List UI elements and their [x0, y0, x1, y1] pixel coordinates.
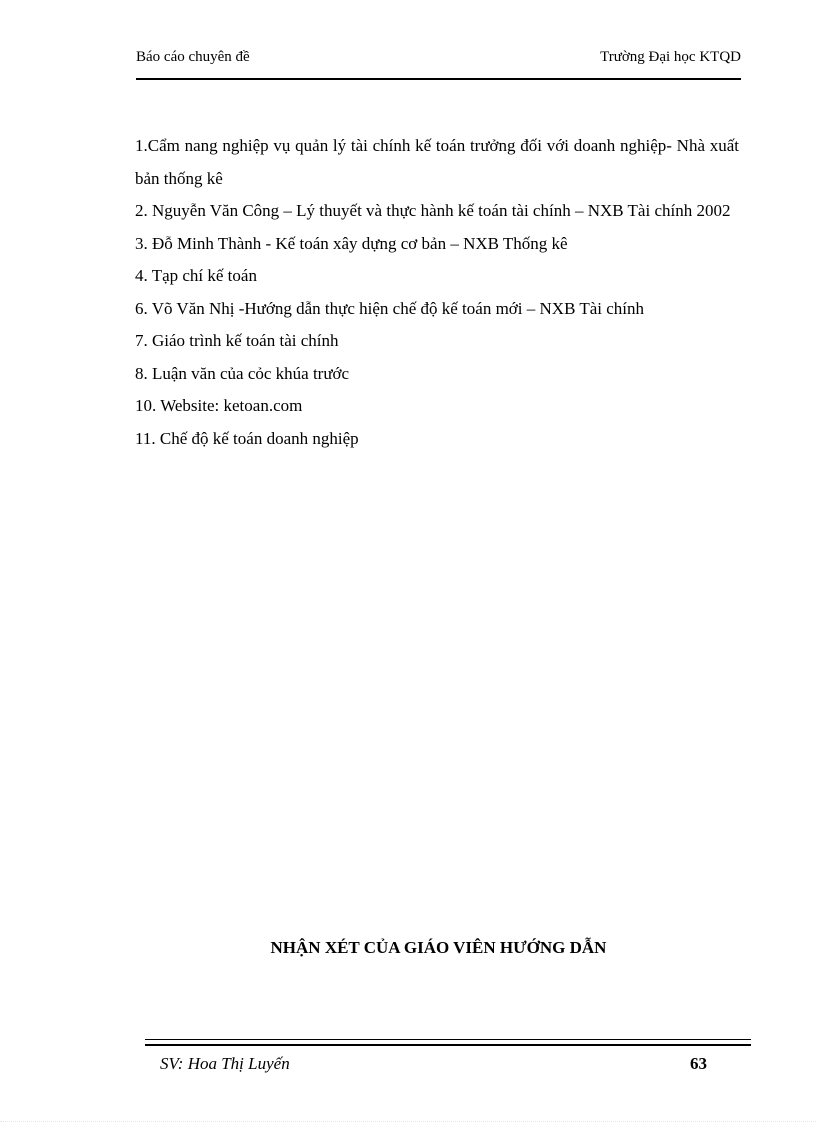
reference-item: 2. Nguyễn Văn Công – Lý thuyết và thực hành kế toán tài chính – NXB Tài chính 2002 [135, 201, 731, 220]
header-university: Trường Đại học KTQD [600, 49, 741, 65]
footer-student-name: SV: Hoa Thị Luyến [160, 1054, 290, 1073]
footer-divider-thick [145, 1044, 751, 1046]
reference-item: 11. Chế độ kế toán doanh nghiệp [135, 428, 359, 448]
reference-item: 6. Võ Văn Nhị -Hướng dẫn thực hiện chế độ kế toán mới – NXB Tài chính [135, 298, 645, 318]
footer-divider-thin [145, 1039, 751, 1040]
reference-item: 10. Website: ketoan.com [135, 396, 303, 415]
header-divider [136, 78, 741, 80]
page-edge [0, 1121, 816, 1122]
reference-item: 7. Giáo trình kế toán tài chính [135, 331, 339, 350]
page-header [136, 46, 741, 70]
reference-item: 1.Cẩm nang nghiệp vụ quản lý tài chính kế toán trưởng đối với doanh nghiệp- Nhà xuất bản thống kê [135, 136, 739, 188]
reference-item: 8. Luận văn của cỏc khúa trước [135, 363, 350, 383]
reference-list [135, 130, 739, 455]
section-title: NHẬN XÉT CỦA GIÁO VIÊN HƯỚNG DẪN [270, 938, 607, 957]
page-number: 63 [690, 1054, 707, 1073]
reference-item: 4. Tạp chí kế toán [135, 266, 257, 285]
reference-item: 3. Đỗ Minh Thành - Kế toán xây dựng cơ bản – NXB Thống kê [135, 233, 568, 253]
header-report-title: Báo cáo chuyên đề [136, 49, 250, 65]
